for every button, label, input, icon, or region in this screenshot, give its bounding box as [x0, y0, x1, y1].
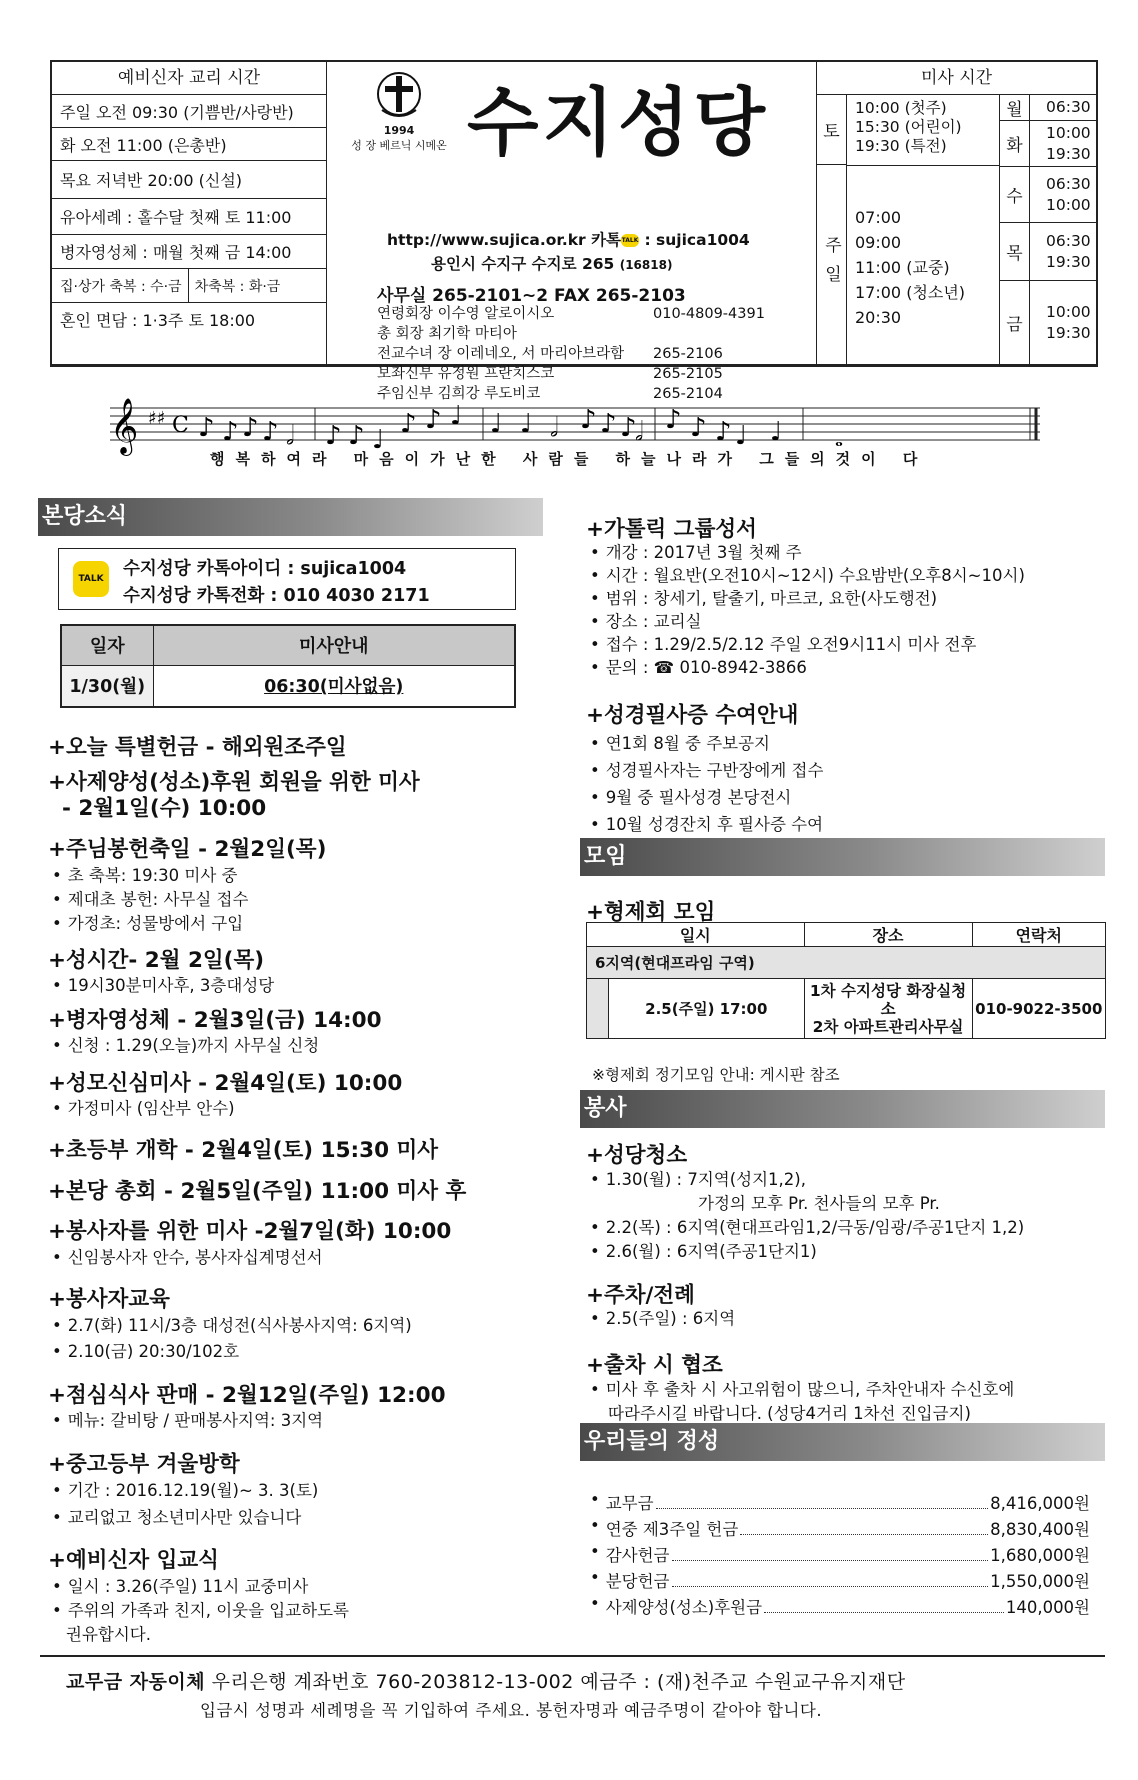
weekday-times	[1030, 281, 1096, 364]
svg-text:♪: ♪	[715, 417, 732, 447]
contact-cell: 010-9022-3500	[972, 979, 1105, 1039]
mass-time: 06:30	[1046, 174, 1091, 193]
svg-text:♪: ♪	[222, 417, 239, 447]
mass-time: 15:30 (어린이)	[855, 118, 962, 136]
sunday-times	[847, 205, 999, 330]
news-bullet: • 2.10(금) 20:30/102호	[52, 1338, 239, 1362]
news-item-title: +봉사자를 위한 미사 -2월7일(화) 10:00	[48, 1219, 452, 1244]
svg-text:♪: ♪	[690, 413, 707, 443]
catechumen-row: 혼인 면담 : 1·3주 토 18:00	[60, 310, 256, 330]
news-bullet: • 가정초: 성물방에서 구입	[52, 910, 243, 934]
news-bullet: • 초 축복: 19:30 미사 중	[52, 862, 237, 886]
catechumen-row: 유아세례 : 홀수달 첫째 토 11:00	[52, 199, 326, 235]
table-cell: 1/30(월)	[61, 665, 153, 707]
bible-group-title: +가톨릭 그룹성서	[586, 517, 757, 542]
news-bullet: • 기간 : 2016.12.19(월)~ 3. 3(토)	[52, 1477, 318, 1501]
news-bullet: • 신청 : 1.29(오늘)까지 사무실 신청	[52, 1032, 319, 1056]
church-url[interactable]: http://www.sujica.or.kr	[387, 231, 586, 249]
catechumen-row: 병자영성체 : 매월 첫째 금 14:00	[52, 235, 326, 269]
staff-phone: 265-2106	[653, 346, 723, 362]
bible-group-bullet: • 문의 : ☎ 010-8942-3866	[590, 654, 807, 678]
mass-time: 06:30	[1046, 231, 1091, 250]
offering-row: • 연중 제3주일 헌금 8,830,400원	[590, 1516, 1090, 1539]
svg-text:♪: ♪	[262, 417, 279, 447]
cleaning-bullet: • 2.6(월) : 6지역(주공1단지1)	[590, 1238, 817, 1262]
mass-time: 20:30	[855, 308, 902, 327]
url-line	[387, 228, 750, 250]
news-bullet: • 19시30분미사후, 3층대성당	[52, 972, 274, 996]
cleaning-bullet: • 2.2(목) : 6지역(현대프라임1,2/극동/임광/주공1단지 1,2)	[590, 1214, 1024, 1238]
svg-text:𝄞: 𝄞	[110, 398, 139, 454]
kakao-talk-icon: TALK	[73, 561, 109, 597]
mass-time: 17:00 (청소년)	[855, 283, 966, 302]
bulletin-header	[50, 60, 1098, 402]
bible-group-bullet: • 장소 : 교리실	[590, 608, 701, 632]
offering-amount: 8,830,400원	[990, 1520, 1090, 1539]
news-item-title: +점심식사 판매 - 2월12일(주일) 12:00	[48, 1383, 446, 1408]
news-item-title: +사제양성(성소)후원 회원을 위한 미사	[48, 770, 420, 795]
svg-text:♪: ♪	[620, 413, 637, 443]
staff-name: 연령회장 이수영 알로이시오	[377, 306, 555, 322]
region-cell: 6지역(현대프라임 구역)	[587, 947, 1106, 979]
news-item-title: +성시간- 2월 2일(목)	[48, 948, 265, 973]
mass-time: 10:00	[1046, 302, 1091, 321]
cleaning-title: +성당청소	[586, 1143, 688, 1168]
svg-text:♪: ♪	[198, 413, 215, 443]
news-item-title: +오늘 특별헌금 - 해외원조주일	[48, 735, 347, 760]
offering-amount: 1,550,000원	[990, 1572, 1090, 1591]
footer-note: 입금시 성명과 세례명을 꼭 기입하여 주세요. 봉헌자명과 예금주명이 같아야 합니다.	[200, 1701, 823, 1720]
mass-time: 19:30	[1046, 252, 1091, 271]
logo-caption: 성 장 베르닉 시메온	[351, 139, 447, 152]
offering-amount: 8,416,000원	[990, 1494, 1090, 1513]
bible-copy-bullet: • 10월 성경잔치 후 필사증 수여	[590, 811, 823, 835]
blessing-row	[52, 269, 326, 303]
news-bullet: • 교리없고 청소년미사만 있습니다	[52, 1504, 301, 1528]
svg-text:C: C	[172, 413, 189, 438]
catechumen-row: 주일 오전 09:30 (기쁨반/사랑반)	[52, 95, 326, 128]
logo-year: 1994	[383, 124, 415, 137]
svg-text:𝅗𝅥: 𝅗𝅥	[286, 421, 295, 451]
bible-group-bullet: • 개강 : 2017년 3월 첫째 주	[590, 539, 802, 563]
catechumen-row: 화 오전 11:00 (은총반)	[52, 128, 326, 161]
kakao-phone-line: 수지성당 카톡전화 : 010 4030 2171	[123, 586, 430, 606]
weekday-row	[1000, 167, 1096, 223]
weekday-times	[1030, 223, 1096, 280]
mass-time: 10:00	[1046, 123, 1091, 142]
sunday-label: 주일	[817, 165, 847, 364]
news-item-subtitle: - 2월1일(수) 10:00	[62, 796, 267, 821]
weekday-times	[1030, 121, 1096, 166]
svg-text:♪: ♪	[348, 421, 365, 451]
svg-text:♪: ♪	[425, 405, 442, 435]
kakao-talk-icon: TALK	[621, 234, 639, 247]
svg-text:𝅝: 𝅝	[835, 427, 843, 451]
cleaning-bullet-cont: 가정의 모후 Pr. 천사들의 모후 Pr.	[698, 1194, 940, 1213]
table-row	[587, 947, 1106, 979]
weekday-mass	[1000, 95, 1096, 364]
mass-time: 10:00	[1046, 195, 1091, 214]
bible-copy-title: +성경필사증 수여안내	[586, 703, 799, 728]
news-item-title: +병자영성체 - 2월3일(금) 14:00	[48, 1008, 382, 1033]
weekday-row	[1000, 281, 1096, 364]
svg-text:♪: ♪	[325, 421, 342, 451]
indent-cell	[587, 979, 609, 1039]
brothers-title: +형제회 모임	[586, 900, 716, 925]
mass-time: 11:00 (교중)	[855, 258, 950, 277]
mass-time: 19:30	[1046, 323, 1091, 342]
kakao-label: 카톡	[591, 231, 622, 249]
mass-time: 09:00	[855, 233, 902, 252]
section-offering: 우리들의 정성	[580, 1423, 1105, 1461]
mass-schedule	[816, 62, 1096, 364]
exit-bullet: • 미사 후 출차 시 사고위험이 많으니, 주차안내자 수신호에	[590, 1376, 1014, 1400]
table-row	[587, 979, 1106, 1039]
office-phone: 사무실 265-2101~2 FAX 265-2103	[377, 286, 686, 306]
news-bullet: • 2.7(화) 11시/3층 대성전(식사봉사지역: 6지역)	[52, 1312, 412, 1336]
svg-text:♩: ♩	[450, 401, 463, 431]
offering-amount: 1,680,000원	[990, 1546, 1090, 1565]
section-service: 봉사	[580, 1090, 1105, 1128]
svg-text:♩: ♩	[735, 421, 748, 451]
exit-title: +출차 시 협조	[586, 1353, 723, 1378]
svg-text:♩: ♩	[490, 409, 503, 439]
footer-account-line	[66, 1667, 906, 1694]
staff-list	[377, 304, 807, 404]
staff-row	[377, 364, 807, 384]
weekday-label: 목	[1000, 223, 1030, 280]
news-bullet: • 주위의 가족과 친지, 이웃을 입교하도록	[52, 1597, 349, 1621]
mass-time: 19:30	[1046, 144, 1091, 163]
mass-notice-table	[60, 624, 516, 708]
staff-name: 주임신부 김희강 루도비코	[377, 386, 541, 402]
brothers-note: ※형제회 정기모임 안내: 게시판 참조	[592, 1066, 840, 1084]
church-name: 수지성당	[467, 80, 769, 166]
offering-label: 감사헌금	[605, 1546, 670, 1565]
kakao-info-box	[58, 548, 516, 610]
bible-copy-bullet: • 연1회 8월 중 주보공지	[590, 730, 770, 754]
section-meeting: 모임	[580, 838, 1105, 876]
weekday-row	[1000, 95, 1096, 121]
parking-bullet: • 2.5(주일) : 6지역	[590, 1305, 735, 1329]
news-bullet: • 신임봉사자 안수, 봉사자십계명선서	[52, 1244, 323, 1268]
cleaning-bullet: • 1.30(월) : 7지역(성지1,2),	[590, 1166, 806, 1190]
weekday-times	[1030, 167, 1096, 222]
mass-time: 10:00 (첫주)	[855, 99, 947, 117]
weekday-row	[1000, 223, 1096, 281]
news-item-title: +초등부 개학 - 2월4일(토) 15:30 미사	[48, 1138, 439, 1163]
bible-copy-bullet: • 9월 중 필사성경 본당전시	[590, 784, 791, 808]
staff-name: 보좌신부 유정원 프란치스코	[377, 366, 555, 382]
news-item-title: +중고등부 겨울방학	[48, 1452, 240, 1477]
table-cell: 06:30(미사없음)	[153, 665, 515, 707]
staff-phone: 010-4809-4391	[653, 306, 765, 322]
offering-label: 교무금	[605, 1494, 654, 1513]
house-blessing: 집·상가 축복 : 수·금	[60, 278, 182, 295]
catechumen-title: 예비신자 교리 시간	[52, 62, 326, 95]
news-item-title: +성모신심미사 - 2월4일(토) 10:00	[48, 1071, 403, 1096]
offering-row: • 감사헌금 1,680,000원	[590, 1542, 1090, 1565]
staff-row	[377, 324, 807, 344]
svg-text:♪: ♪	[400, 409, 417, 439]
staff-phone: 265-2104	[653, 386, 723, 402]
offering-label: 연중 제3주일 헌금	[605, 1520, 739, 1539]
bible-group-bullet: • 시간 : 월요반(오전10시~12시) 수요밤반(오후8시~10시)	[590, 562, 1025, 586]
footer-divider	[40, 1655, 1105, 1657]
staff-name: 총 회장 최기학 마티아	[377, 326, 517, 342]
news-bullet: • 메뉴: 갈비탕 / 판매봉사지역: 3지역	[52, 1407, 323, 1431]
news-item-title: +본당 총회 - 2월5일(주일) 11:00 미사 후	[48, 1179, 467, 1204]
parish-logo	[339, 70, 459, 190]
footer-label: 교무금 자동이체	[66, 1671, 206, 1693]
catechumen-row: 목요 저녁반 20:00 (신설)	[52, 161, 326, 199]
weekday-row	[1000, 121, 1096, 167]
weekday-label: 금	[1000, 281, 1030, 364]
mass-time: 19:30 (특전)	[855, 137, 947, 155]
offering-row: • 사제양성(성소)후원금 140,000원	[590, 1594, 1090, 1617]
exit-bullet-cont: 따라주시길 바랍니다. (성당4거리 1차선 진입금지)	[608, 1404, 971, 1423]
svg-text:♪: ♪	[665, 405, 682, 435]
place-cell	[804, 979, 972, 1039]
column-header: 일시	[587, 923, 805, 947]
weekday-label: 화	[1000, 121, 1030, 166]
table-header-row	[61, 625, 515, 665]
staff-phone: 265-2105	[653, 366, 723, 382]
staff-name: 전교수녀 장 이레네오, 서 마리아브라함	[377, 346, 625, 362]
table-row	[61, 665, 515, 707]
weekend-mass	[817, 95, 1000, 364]
column-header: 일자	[61, 625, 153, 665]
news-bullet: • 일시 : 3.26(주일) 11시 교중미사	[52, 1573, 308, 1597]
brothers-meeting-table	[586, 922, 1106, 1039]
place-line: 1차 수지성당 화장실청소	[809, 981, 967, 1018]
car-blessing: 차축복 : 화·금	[194, 278, 281, 295]
saturday-times	[847, 99, 999, 165]
kakao-id: : sujica1004	[644, 231, 750, 249]
svg-text:♩: ♩	[770, 417, 783, 447]
saturday-label: 토	[817, 95, 847, 165]
hymn-lyrics: 행복하여라 마음이가난한 사람들 하늘나라가 그들의것이 다	[210, 450, 929, 468]
svg-text:♪: ♪	[580, 405, 597, 435]
svg-text:♪: ♪	[600, 409, 617, 439]
church-info	[327, 62, 820, 402]
svg-text:♩: ♩	[520, 409, 533, 439]
church-address	[431, 252, 672, 274]
catechumen-schedule	[52, 62, 327, 364]
section-parish-news: 본당소식	[38, 498, 543, 536]
offering-label: 분당헌금	[605, 1572, 670, 1591]
staff-row	[377, 344, 807, 364]
zip-code: (16818)	[619, 258, 673, 272]
mass-title: 미사 시간	[817, 62, 1096, 95]
news-bullet: • 가정미사 (임산부 안수)	[52, 1095, 235, 1119]
news-bullet: • 제대초 봉헌: 사무실 접수	[52, 886, 248, 910]
news-item-title: +봉사자교육	[48, 1287, 170, 1312]
svg-text:𝅗𝅥: 𝅗𝅥	[550, 413, 559, 443]
date-cell: 2.5(주일) 17:00	[609, 979, 805, 1039]
divider	[847, 165, 999, 166]
weekday-label: 월	[1000, 95, 1030, 120]
offering-amount: 140,000원	[1005, 1598, 1090, 1617]
svg-text:♩: ♩	[372, 425, 385, 455]
column-header: 장소	[804, 923, 972, 947]
svg-text:𝅗𝅥: 𝅗𝅥	[635, 417, 644, 447]
table-header-row	[587, 923, 1106, 947]
bible-copy-bullet: • 성경필사자는 구반장에게 접수	[590, 757, 823, 781]
news-bullet-cont: 권유합시다.	[66, 1625, 151, 1644]
bible-group-bullet: • 범위 : 창세기, 탈출기, 마르코, 요한(사도행전)	[590, 585, 937, 609]
column-header: 연락처	[972, 923, 1105, 947]
footer-account: 우리은행 계좌번호 760-203812-13-002 예금주 : (재)천주교 수원교구유지재단	[211, 1671, 906, 1693]
weekday-label: 수	[1000, 167, 1030, 222]
place-line: 2차 아파트관리사무실	[812, 1017, 964, 1036]
news-item-title: +주님봉헌축일 - 2월2일(목)	[48, 837, 327, 862]
parking-title: +주차/전례	[586, 1283, 695, 1308]
svg-text:♯♯: ♯♯	[148, 408, 166, 429]
mass-time: 07:00	[855, 208, 902, 227]
offering-row: • 교무금 8,416,000원	[590, 1490, 1090, 1513]
weekday-times	[1030, 95, 1096, 120]
address-text: 용인시 수지구 수지로 265	[431, 255, 615, 273]
svg-text:♪: ♪	[242, 413, 259, 443]
kakao-id-line: 수지성당 카톡아이디 : sujica1004	[123, 559, 407, 579]
news-item-title: +예비신자 입교식	[48, 1548, 219, 1573]
bible-group-bullet: • 접수 : 1.29/2.5/2.12 주일 오전9시11시 미사 전후	[590, 631, 976, 655]
mass-time: 06:30	[1046, 98, 1091, 116]
column-header: 미사안내	[153, 625, 515, 665]
cross-emblem-icon	[376, 70, 422, 124]
offering-label: 사제양성(성소)후원금	[605, 1598, 763, 1617]
divider	[188, 269, 189, 302]
staff-row	[377, 304, 807, 324]
offering-row: • 분당헌금 1,550,000원	[590, 1568, 1090, 1591]
